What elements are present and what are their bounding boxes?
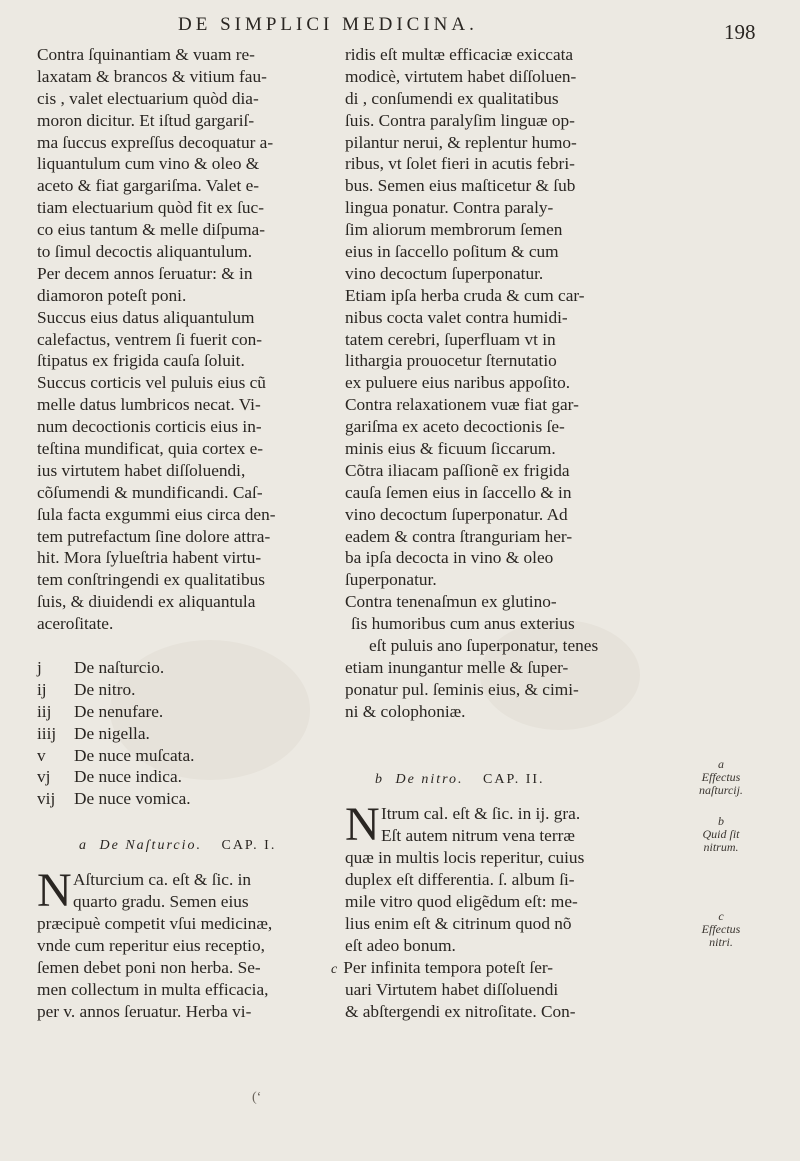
chapter-list [37,657,322,810]
text-line: bus. Semen eius maſticetur & ſub [345,176,576,196]
text-line: cauſa ſemen eius in ſaccello & in [345,482,572,502]
text-line: per v. annos ſeruatur. Herba vi- [37,1001,252,1021]
text-line: ex puluere eius naribus appoſito. [345,373,571,393]
text-line: Succus corticis vel puluis eius cũ [37,373,266,393]
text-line: lius enim eſt & citrinum quod nõ [345,914,572,934]
left-paragraph [37,44,322,635]
marginal-letter: b [718,814,724,828]
text-line: vino decoctum ſuperponatur. [345,263,544,283]
text-line: ſula facta exgummi eius circa den- [37,504,276,524]
text-line: ſim aliorum membrorum ſemen [345,220,563,240]
text-line: vnde cum reperitur eius receptio, [37,935,265,955]
text-line: Cõtra iliacam paſſionẽ ex frigida [345,460,570,480]
marginal-note [690,758,752,797]
text-line: quarto gradu. Semen eius [73,891,249,911]
text-line: Etiam ipſa herba cruda & cum car- [345,285,585,305]
list-item [37,657,322,679]
text-line: mile vitro quod eligẽdum eſt: me- [345,892,578,912]
chapter-title: De nitro. [395,772,464,788]
marginal-text: Quid ſit nitrum. [702,827,740,854]
text-line: ſemen debet poni non herba. Se- [37,957,261,977]
text-line: ribus, vt ſolet fieri in acutis febri- [345,154,575,174]
text-line: to ſimul decoctis aliquantulum. [37,242,253,262]
text-line: di , conſumendi ex qualitatibus [345,88,559,108]
text-line: eſt adeo bonum. [345,935,456,955]
chapter-marker: b [375,772,384,788]
spacer [345,723,620,745]
marginal-letter: c [718,909,724,923]
spacer [37,810,322,832]
text-line: etiam inungantur melle & ſuper- [345,657,569,677]
text-line: aceto & fiat gargariſma. Valet e- [37,176,259,196]
list-text: De nuce indica. [74,767,182,787]
text-line: minis eius & ficuum ſiccarum. [345,439,556,459]
page-number: 198 [724,20,756,44]
text-line: pilantur nerui, & replentur humo- [345,132,577,152]
list-number: vij [37,789,56,809]
text-line: ſuis, & diuidendi ex aliquantula [37,592,256,612]
text-line: tem conſtringendi ex qualitatibus [37,570,265,590]
text-line: ſuis. Contra paralyſim linguæ op- [345,110,575,130]
text-line: num decoctionis corticis eius in- [37,417,262,437]
chapter-title: De Naſturcio. [99,838,202,854]
left-column [37,44,322,1023]
text-line: liquantulum cum vino & oleo & [37,154,260,174]
text-line: tatem cerebri, ſuperfluam vt in [345,329,556,349]
running-title: DE SIMPLICI MEDICINA. [178,14,478,35]
chapter-text [37,864,322,1022]
text-line: ridis eſt multæ efficaciæ exiccata [345,45,574,64]
text-line: ba ipſa decocta in vino & oleo [345,548,554,568]
spacer [37,860,322,869]
list-text: De nitro. [74,679,136,699]
chapter-text [331,798,620,1022]
chapter-number: CAP. II. [483,772,545,788]
list-item [37,766,322,788]
text-line: ponatur pul. ſeminis eius, & cimi- [345,679,579,699]
text-line: quæ in multis locis reperitur, cuius [345,848,585,868]
text-line: melle datus lumbricos necat. Vi- [37,395,261,415]
text-line: laxatam & brancos & vitium fau- [37,66,267,86]
list-text: De nuce vomica. [74,789,191,809]
chapter-marker: a [79,838,88,854]
text-line: lingua ponatur. Contra paraly- [345,198,554,218]
chapter-heading [345,766,620,794]
text-line: teſtina mundificat, quia cortex e- [37,439,264,459]
drop-initial: N [37,864,72,918]
text-line: eadem & contra ſtranguriam her- [345,526,573,546]
text-line: uari Virtutem habet diſſoluendi [345,979,559,999]
chapter-heading [37,832,322,860]
text-line: calefactus, ventrem ſi fuerit con- [37,329,263,349]
text-line: Per decem annos ſeruatur: & in [37,263,253,283]
text-line: ſuperponatur. [345,570,437,590]
text-line: lithargia prouocetur ſternutatio [345,351,557,371]
list-item [37,745,322,767]
list-text: De nenufare. [74,701,164,721]
text-content: Per infinita tempora poteſt ſer- [343,957,554,977]
text-line: Aſturcium ca. eſt & ſic. in [73,870,252,890]
spacer [37,635,322,657]
text-line: aceroſitate. [37,614,114,634]
text-line: Itrum cal. eſt & ſic. in ij. gra. [381,804,581,824]
list-item [37,701,322,723]
text-line: tiam electuarium quòd fit ex ſuc- [37,198,264,218]
text-line: modicè, virtutem habet diſſoluen- [345,66,577,86]
text-line: nibus cocta valet contra humidi- [345,307,568,327]
list-number: iij [37,701,52,721]
text-line: Contra ſquinantiam & vuam re- [37,45,255,64]
list-item [37,788,322,810]
list-item [37,723,322,745]
list-item [37,679,322,701]
text-line: Contra tenenaſmun ex glutino- [345,592,557,612]
text-line: men collectum in multa efficacia, [37,979,269,999]
text-line: eius in ſaccello poſitum & cum [345,242,559,262]
text-line: hit. Mora ſylueſtria habent virtu- [37,548,262,568]
list-number: ij [37,679,47,699]
text-line: ma ſuccus expreſſus decoquatur a- [37,132,274,152]
right-paragraph [345,44,620,723]
right-column [331,44,620,1023]
text-line: ſtipatus ex frigida cauſa ſoluit. [37,351,245,371]
spacer [345,745,620,767]
list-number: iiij [37,723,57,743]
text-line: Succus eius datus aliquantulum [37,307,255,327]
footer-mark: (‘ [252,1090,262,1105]
list-number: v [37,745,46,765]
list-text: De nuce muſcata. [74,745,195,765]
text-line: ius virtutem habet diſſoluendi, [37,460,246,480]
marginal-text: Effectus nitri. [701,922,741,949]
text-line: cõſumendi & mundificandi. Caſ- [37,482,263,502]
marginal-note [690,815,752,854]
drop-initial: N [345,798,380,852]
list-text: De nigella. [74,723,150,743]
text-line [331,957,620,979]
text-line: duplex eſt differentia. ſ. album ſi- [345,870,575,890]
text-line: Contra relaxationem vuæ fiat gar- [345,395,579,415]
text-line: co eius tantum & melle diſpuma- [37,220,265,240]
chapter-number: CAP. I. [221,838,277,854]
list-number: vj [37,767,51,787]
text-line: gariſma ex aceto decoctionis ſe- [345,417,565,437]
text-line: ſis humoribus cum anus exterius [351,614,575,634]
list-number: j [37,657,42,677]
text-line: tem putrefactum ſine dolore attra- [37,526,271,546]
marginal-text: Effectus naſturcij. [699,770,743,797]
text-line: vino decoctum ſuperponatur. Ad [345,504,568,524]
spacer [345,794,620,803]
marginal-note [690,910,752,949]
text-line: præcipuè competit vſui medicinæ, [37,914,273,934]
text-line: & abſtergendi ex nitroſitate. Con- [345,1001,576,1021]
list-text: De naſturcio. [74,657,165,677]
text-line: ni & colophoniæ. [345,701,466,721]
text-line: Eſt autem nitrum vena terræ [381,826,575,846]
text-line: cis , valet electuarium quòd dia- [37,88,259,108]
marginal-letter: a [718,757,724,771]
line-marker: c [331,961,338,977]
page-header [0,14,800,44]
text-line: diamoron poteſt poni. [37,285,187,305]
text-line: eſt puluis ano ſuperponatur, tenes [369,636,599,656]
text-line: moron dicitur. Et iſtud gargariſ- [37,110,255,130]
